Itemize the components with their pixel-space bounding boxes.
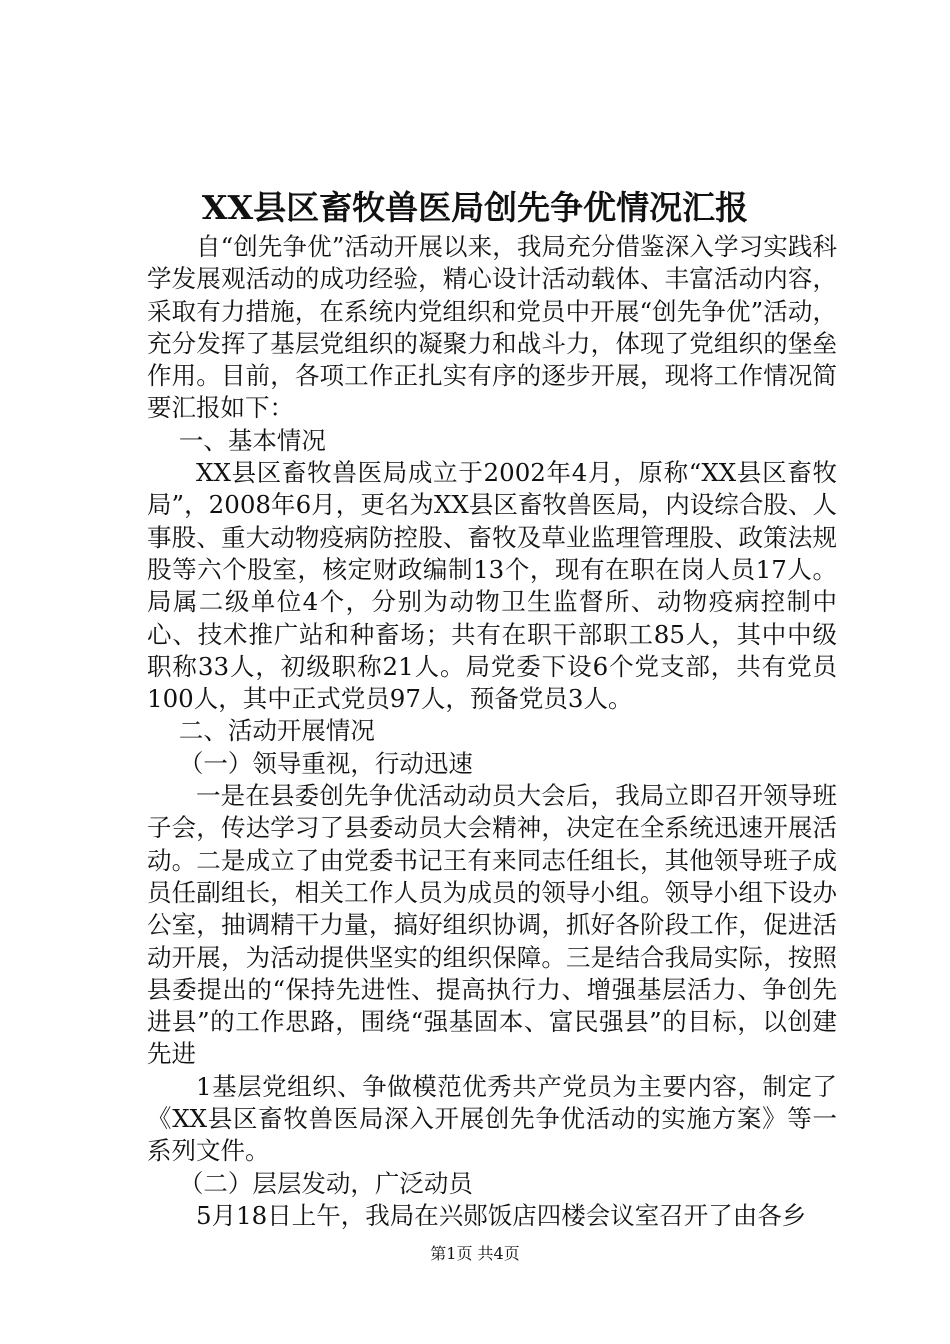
document-body (147, 231, 837, 1232)
paragraph-basic-situation: XX县区畜牧兽医局成立于2002年4月，原称“XX县区畜牧局”，2008年6月，更名为XX县区畜牧兽医局，内设综合股、人事股、重大动物疫病防控股、畜牧及草业监理管理股、政策法规股等六个股室，核定财政编制13个，现有在职在岗人员17人。局属二级单位4个，分别为动物卫生监督所、动物疫病控制中心、技术推广站和种畜场；共有在职干部职工85人，其中中级职称33人，初级职称21人。局党委下设6个党支部，共有党员100人，其中正式党员97人，预备党员3人。 (147, 458, 837, 714)
section-heading-basic-situation: 一、基本情况 (178, 425, 326, 455)
section-heading-activities: 二、活动开展情况 (178, 716, 375, 746)
paragraph-mobilization: 5月18日上午，我局在兴郧饭店四楼会议室召开了由各乡 (196, 1200, 807, 1230)
document-title: XX县区畜牧兽医局创先争优情况汇报 (201, 188, 749, 227)
subsection-heading-leadership: （一）领导重视，行动迅速 (178, 748, 473, 778)
subsection-heading-mobilization: （二）层层发动，广泛动员 (178, 1168, 473, 1198)
paragraph-intro: 自“创先争优”活动开展以来，我局充分借鉴深入学习实践科学发展观活动的成功经验，精心设计活动载体、丰富活动内容，采取有力措施，在系统内党组织和党员中开展“创先争优”活动，充分发挥了基层党组织的凝聚力和战斗力，体现了党组织的堡垒作用。目前，各项工作正扎实有序的逐步开展，现将工作情况简要汇报如下： (147, 232, 837, 423)
paragraph-leadership: 一是在县委创先争优活动动员大会后，我局立即召开领导班子会，传达学习了县委动员大会精神，决定在全系统迅速开展活动。二是成立了由党委书记王有来同志任组长，其他领导班子成员任副组长，相关工作人员为成员的领导小组。领导小组下设办公室，抽调精干力量，搞好组织协调，抓好各阶段工作，促进活动开展，为活动提供坚实的组织保障。三是结合我局实际，按照县委提出的“保持先进性、提高执行力、增强基层活力、争创先进县”的工作思路，围绕“强基固本、富民强县”的目标，以创建先进 (147, 781, 837, 1069)
page-number-footer: 第1页 共4页 (430, 1244, 520, 1263)
paragraph-leadership-continued: 1基层党组织、争做模范优秀共产党员为主要内容，制定了《XX县区畜牧兽医局深入开展创先争优活动的实施方案》等一系列文件。 (147, 1071, 837, 1166)
